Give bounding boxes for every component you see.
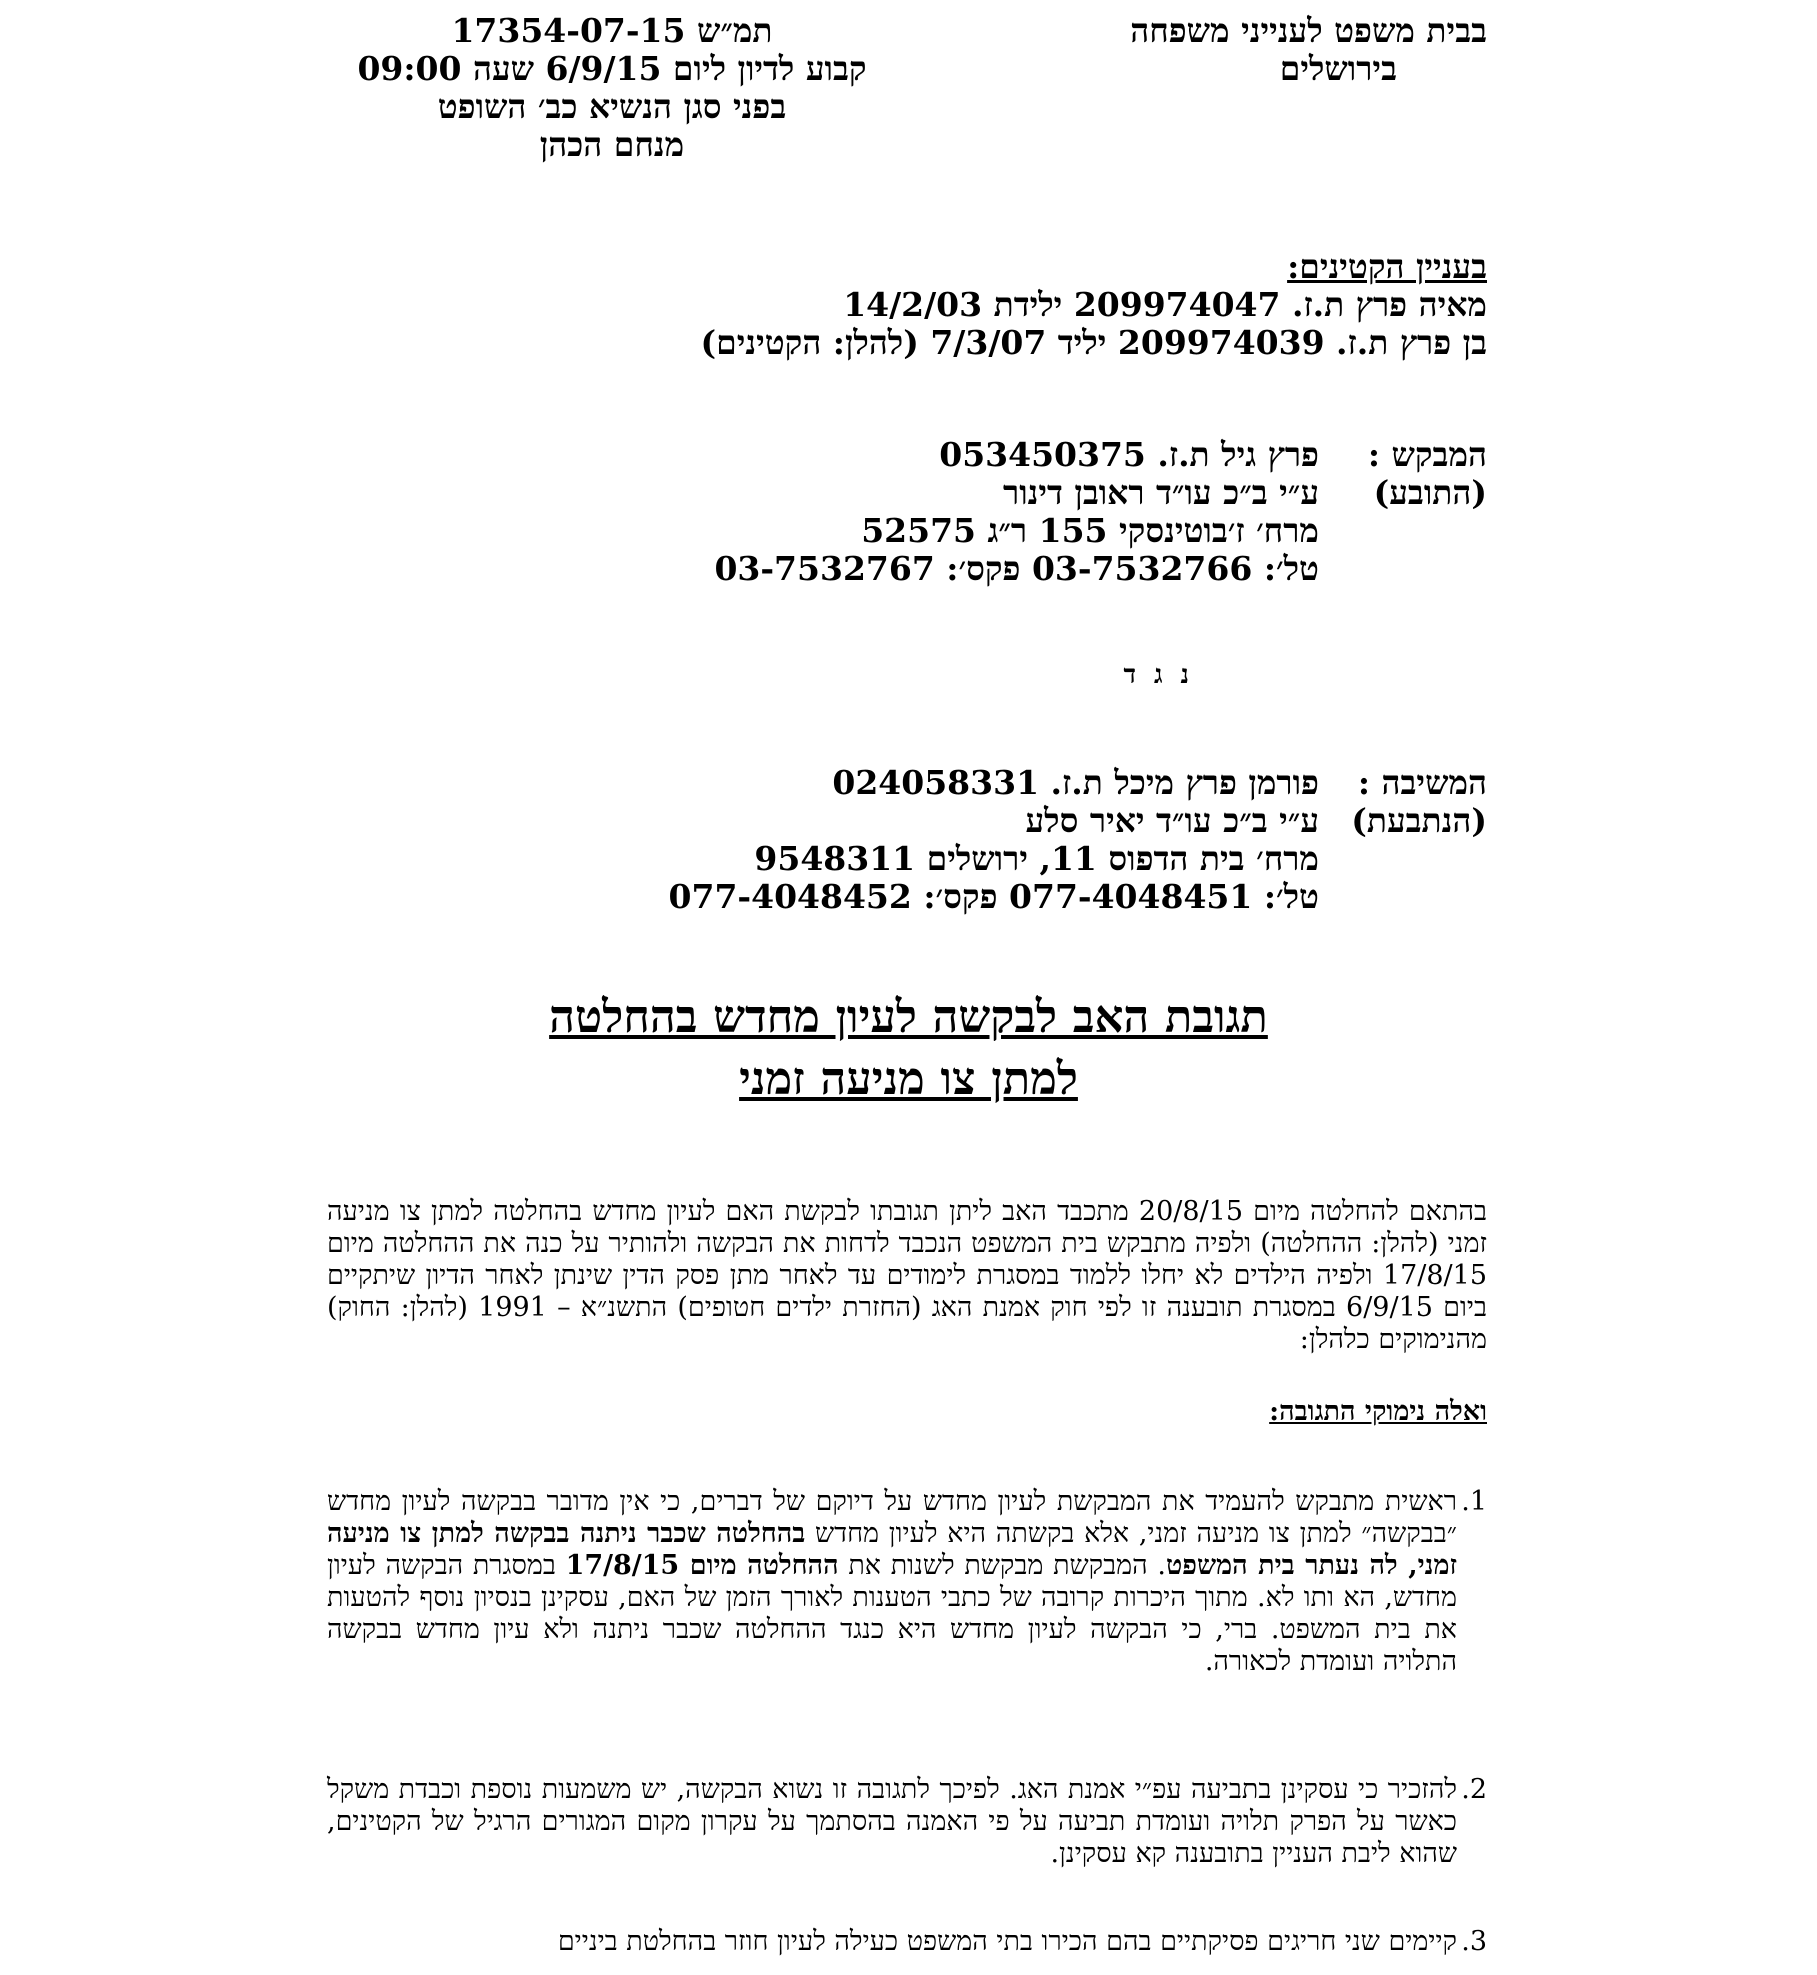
applicant-phones: טל׳: 03-7532766 פקס׳: 03-7532767 — [714, 549, 1319, 588]
respondent-phones: טל׳: 077-4048451 פקס׳: 077-4048452 — [668, 877, 1319, 916]
respondent-lawyer: ע״י ב״כ עו״ד יאיר סלע — [1025, 801, 1319, 840]
respondent-name: פורמן פרץ מיכל ת.ז. 024058331 — [832, 763, 1319, 802]
minors-block — [700, 248, 1487, 362]
applicant-lawyer: ע״י ב״כ עו״ד ראובן דינור — [1003, 473, 1319, 512]
minor-1: מאיה פרץ ת.ז. 209974047 ילידת 14/2/03 — [843, 285, 1487, 324]
title-line-1: תגובת האב לבקשה לעיון מחדש בהחלטה — [549, 990, 1268, 1043]
title-line-2: למתן צו מניעה זמני — [739, 1052, 1078, 1105]
paragraph-number: 2. — [1461, 1774, 1487, 1805]
intro-paragraph: בהתאם להחלטה מיום 20/8/15 מתכבד האב ליתן תגובתו לבקשת האם לעיון מחדש בהחלטה למתן צו מניעה זמני (להלן: ההחלטה) ולפיה מתבקש בית המשפט הנכבד לדחות את הבקשה ולהותיר על כנה את ההחלטה מיום 17/8/15 ולפיה הילדים לא יחלו ללמוד במסגרת לימודים עד לאחר מתן פסק הדין שינתן לאחר הדיון שיתקיים ביום 6/9/15 במסגרת תובענה זו לפי חוק אמנת האג (החזרת ילדים חטופים) התשנ״א – 1991 (להלן: החוק) מהנימוקים כלהלן: — [327, 1196, 1487, 1355]
paragraph-number: 1. — [1461, 1486, 1487, 1517]
reasons-heading: ואלה נימוקי התגובה: — [1269, 1396, 1487, 1427]
minors-heading: בעניין הקטינים: — [1287, 247, 1487, 286]
bold-text-run: בהחלטה שכבר ניתנה בבקשה למתן צו מניעה זמני, לה נעתר בית המשפט — [327, 1518, 1457, 1581]
document-title — [330, 986, 1487, 1110]
judge-name: מנחם הכהן — [539, 125, 685, 164]
paragraph-1 — [327, 1486, 1487, 1678]
applicant-role: (התובע) — [1373, 473, 1487, 512]
versus-label: נגד — [1123, 660, 1207, 690]
court-city: בירושלים — [1279, 49, 1397, 88]
respondent-address: מרח׳ בית הדפוס 11, ירושלים 9548311 — [754, 839, 1319, 878]
bold-text-run: ההחלטה מיום 17/8/15 — [565, 1550, 839, 1581]
respondent-block — [669, 764, 1487, 916]
case-info — [352, 12, 872, 164]
paragraph-text — [327, 1486, 1457, 1678]
paragraph-text: קיימים שני חריגים פסיקתיים בהם הכירו בתי המשפט כעילה לעיון חוזר בהחלטת ביניים — [557, 1926, 1457, 1957]
applicant-name: פרץ גיל ת.ז. 053450375 — [939, 435, 1319, 474]
paragraph-3 — [327, 1926, 1487, 1958]
judge-before: בפני סגן הנשיא כב׳ השופט — [437, 87, 787, 126]
paragraph-text: להזכיר כי עסקינן בתביעה עפ״י אמנת האג. לפיכך לתגובה זו נשוא הבקשה, יש משמעות נוספת וכבדת משקל כאשר על הפרק תלויה ועומדת תביעה על פי האמנה בהסתמך על עקרון מקום המגורים הרגיל של הקטינים, שהוא ליבת העניין בתובענה קא עסקינן. — [327, 1774, 1457, 1869]
paragraph-number: 3. — [1461, 1926, 1487, 1957]
court-header — [1130, 12, 1487, 88]
applicant-address: מרח׳ ז׳בוטינסקי 155 ר״ג 52575 — [861, 511, 1319, 550]
applicant-label: המבקש : — [1367, 435, 1487, 474]
case-number: תמ״ש 17354-07-15 — [451, 11, 773, 50]
respondent-label: המשיבה : — [1357, 763, 1487, 802]
hearing-date: קבוע לדיון ליום 6/9/15 שעה 09:00 — [357, 49, 867, 88]
respondent-role: (הנתבעת) — [1351, 801, 1487, 840]
court-name: בבית משפט לענייני משפחה — [1130, 11, 1487, 50]
text-run: ראשית מתבקש להעמיד את המבקשת לעיון מחדש על דיוקם של דברים, כי אין מדובר בבקשה לעיון מחדש ״בבקשה״ למתן צו מניעה זמני, אלא בקשתה היא לעיון מחדש — [327, 1486, 1458, 1549]
minor-2: בן פרץ ת.ז. 209974039 יליד 7/3/07 (להלן: הקטינים) — [700, 323, 1487, 362]
paragraph-2 — [327, 1774, 1487, 1870]
applicant-block — [714, 436, 1487, 588]
text-run: . המבקשת מבקשת לשנות את — [838, 1550, 1166, 1581]
text-run: במסגרת הבקשה לעיון מחדש, הא ותו לא. מתוך היכרות קרובה של כתבי הטענות לאורך הזמן של האם, עסקינן בנסיון נוסף להטעות את בית המשפט. ברי, כי הבקשה לעיון מחדש היא כנגד ההחלטה שכבר ניתנה ולא עיון מחדש בבקשה התלויה ועומדת לכאורה. — [327, 1550, 1457, 1677]
